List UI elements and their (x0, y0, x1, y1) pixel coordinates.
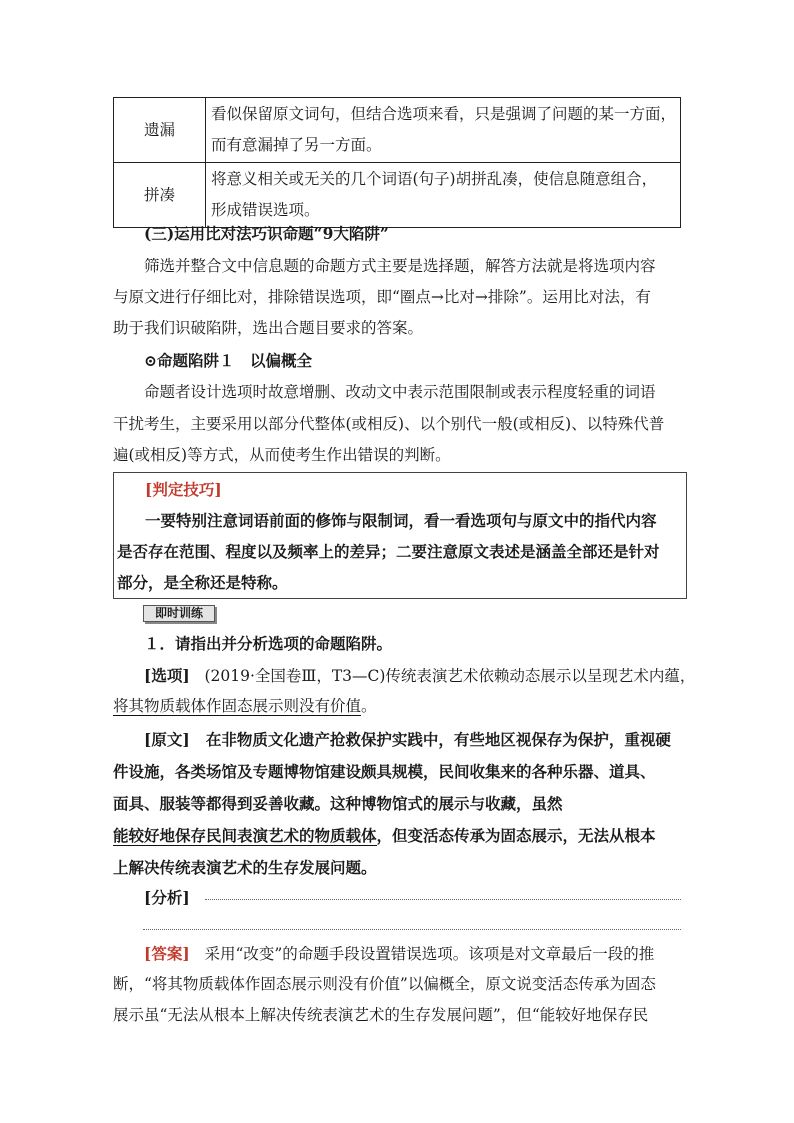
original-line: 面具、服装等都得到妥善收藏。这种博物馆式的展示与收藏，虽然 (113, 794, 563, 813)
answer-blank-line (205, 899, 681, 900)
answer-line: 展示虽“无法从根本上解决传统表演艺术的生存发展问题”，但“能较好地保存民 (113, 1006, 649, 1024)
section-heading: (三)运用比对法巧识命题“9大陷阱” (144, 224, 389, 243)
trap-description (206, 98, 681, 163)
description-line: 而有意漏掉了另一方面。 (211, 136, 382, 154)
tip-box (113, 472, 687, 599)
trap-heading: ⊙命题陷阱１ 以偏概全 (144, 351, 312, 370)
tip-line: 是否存在范围、程度以及频率上的差异；二要注意原文表述是涵盖全部还是针对 (117, 542, 660, 561)
option-text: (2019·全国卷Ⅲ，T3—C)传统表演艺术依赖动态展示以呈现艺术内蕴， (204, 667, 696, 685)
original-line: 件设施，各类场馆及专题博物馆建设颇具规模，民间收集来的各种乐器、道具、 (113, 762, 656, 781)
option-label: [选项] (144, 666, 190, 685)
option-line (113, 660, 714, 692)
answer-text: 采用“改变”的命题手段设置错误选项。该项是对文章最后一段的推 (204, 945, 655, 963)
paragraph-line: 助于我们识破陷阱，选出合题目要求的答案。 (113, 319, 424, 337)
original-line: 上解决传统表演艺术的生存发展问题。 (113, 858, 377, 877)
original-text: ，但变活态传承为固态展示，无法从根本 (376, 826, 656, 845)
question-prompt: １．请指出并分析选项的命题陷阱。 (144, 634, 393, 653)
option-line (113, 691, 683, 722)
trap-table (113, 97, 681, 228)
description-line: 看似保留原文词句，但结合选项来看，只是强调了问题的某一方面， (211, 105, 677, 123)
answer-line: 断，“将其物质载体作固态展示则没有价值”以偏概全，原文说变活态传承为固态 (113, 975, 656, 993)
trap-name: 拼凑 (114, 163, 206, 228)
original-line (113, 724, 714, 755)
trap-name: 遗漏 (114, 98, 206, 163)
tip-line: 一要特别注意词语前面的修饰与限制词，看一看选项句与原文中的指代内容 (145, 511, 657, 530)
original-text: 在非物质文化遗产抢救保护实践中，有些地区视保存为保护，重视硬 (205, 730, 671, 749)
paragraph-line: 干扰考生，主要采用以部分代整体(或相反)、以个别代一般(或相反)、以特殊代普 (113, 415, 665, 433)
original-label: [原文] (144, 730, 190, 749)
description-line: 形成错误选项。 (211, 201, 320, 219)
option-underlined: 将其物质载体作固态展示则没有价值 (113, 697, 362, 715)
tip-title: [判定技巧] (145, 480, 222, 499)
paragraph-line: 命题者设计选项时故意增删、改动文中表示范围限制或表示程度轻重的词语 (144, 383, 656, 401)
answer-line (113, 938, 714, 970)
original-line (113, 820, 683, 851)
paragraph-line: 与原文进行仔细比对，排除错误选项，即“圈点→比对→排除”。运用比对法，有 (113, 288, 651, 306)
answer-blank-line (143, 929, 681, 930)
analysis-label: [分析] (144, 888, 190, 907)
answer-label: [答案] (144, 944, 190, 963)
original-underlined: 能较好地保存民间表演艺术的物质载体 (113, 826, 377, 845)
paragraph-line: 筛选并整合文中信息题的命题方式主要是选择题，解答方法就是将选项内容 (144, 257, 656, 275)
paragraph-line: 遍(或相反)等方式，从而使考生作出错误的判断。 (113, 446, 451, 464)
description-line: 将意义相关或无关的几个词语(句子)胡拼乱凑，使信息随意组合， (211, 170, 658, 188)
practice-tag: 即时训练 (143, 605, 215, 622)
tip-line: 部分，是全称还是特称。 (117, 573, 288, 592)
table-row (114, 98, 681, 163)
option-end: 。 (361, 697, 377, 715)
